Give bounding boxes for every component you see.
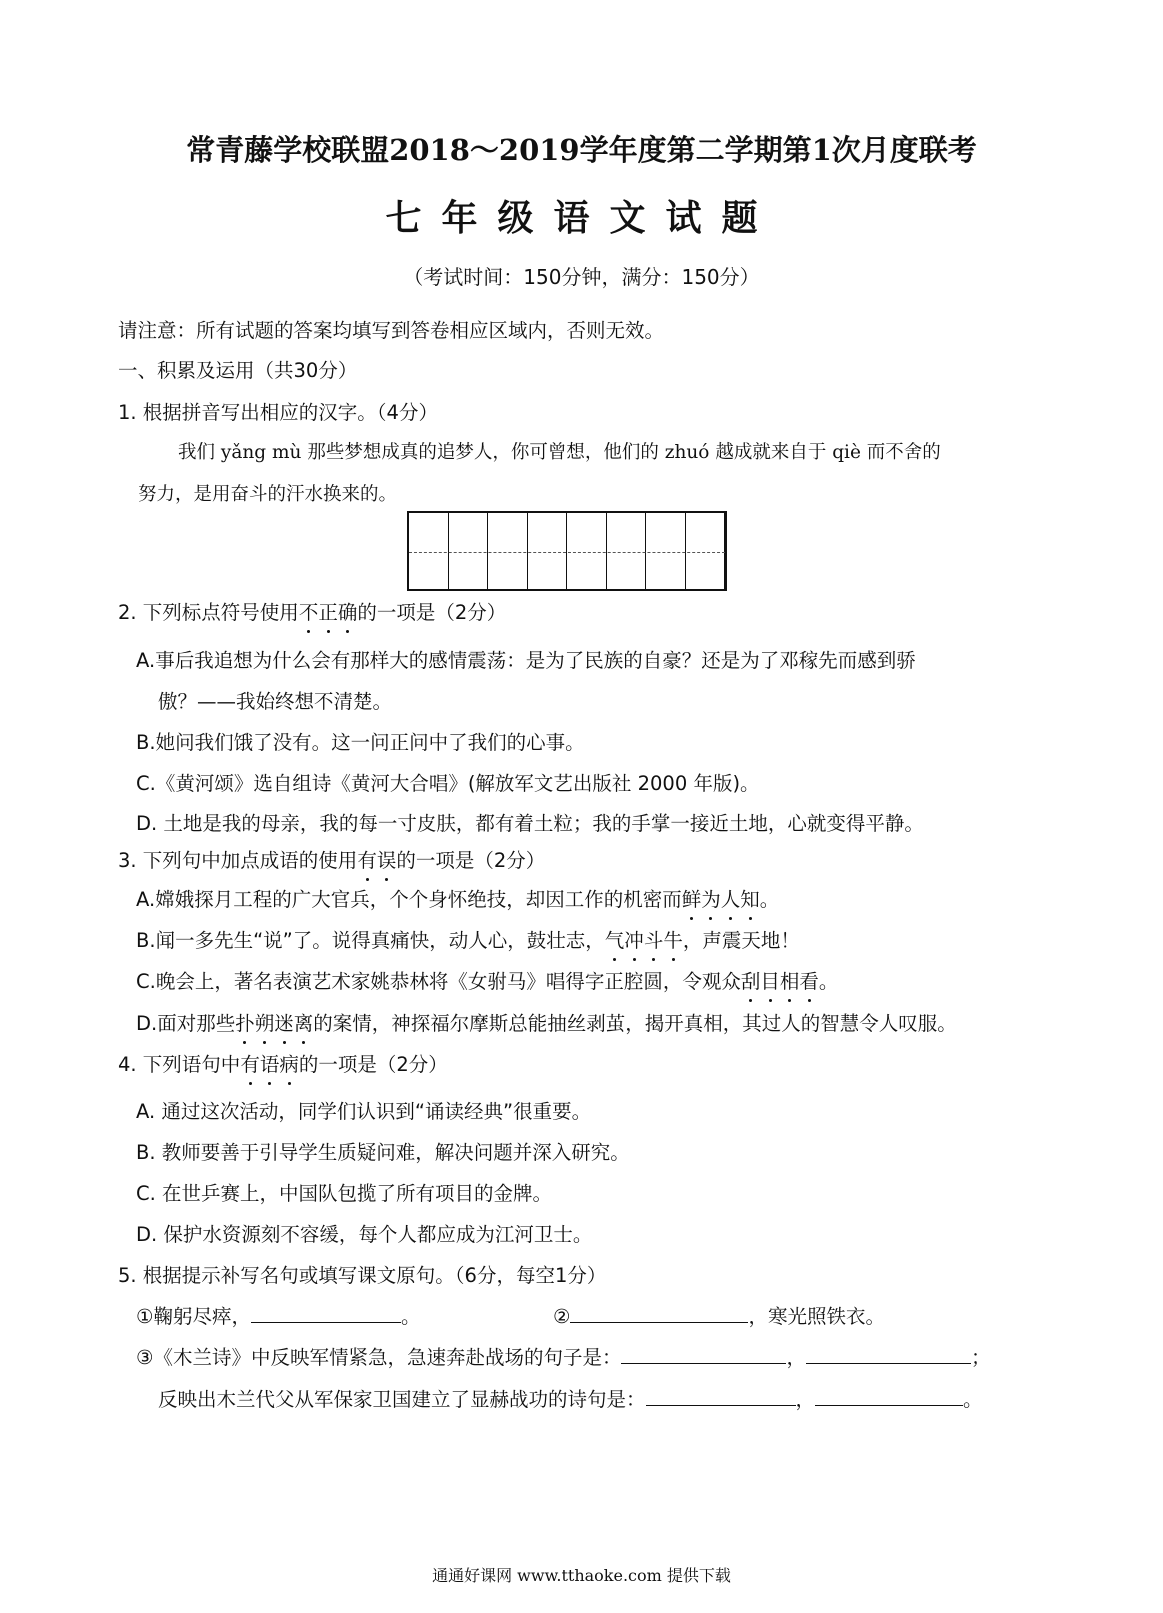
emphasis-char: 为 [701, 884, 721, 912]
q5-item1-text: ①鞠躬尽瘁， [136, 1305, 251, 1328]
q2-option-a-line1: A.事后我追想为什么会有那样大的感情震荡：是为了民族的自豪？还是为了邓稼先而感到骄 [136, 649, 916, 672]
q2-option-c: C.《黄河颂》选自组诗《黄河大合唱》(解放军文艺出版社 2000 年版)。 [136, 772, 760, 795]
q3-option-c-end: 。 [818, 970, 839, 993]
q3-option-d-end: 的案情，神探福尔摩斯总能抽丝剥茧，揭开真相，其过人的智慧令人叹服。 [313, 1012, 957, 1035]
q2-stem [118, 597, 506, 625]
emphasis-char: 牛 [663, 925, 683, 953]
q4-option-d: D. 保护水资源刻不容缓，每个人都应成为江河卫士。 [136, 1223, 593, 1246]
q5-item4-text: 反映出木兰代父从军保家卫国建立了显赫战功的诗句是： [158, 1388, 646, 1411]
q4-stem-before: 4. 下列语句中 [118, 1053, 241, 1076]
section-heading: 一、积累及运用（共30分） [118, 359, 358, 382]
emphasis-char: 斗 [644, 925, 664, 953]
q3-option-d [136, 1008, 957, 1036]
fill-blank[interactable] [621, 1345, 786, 1364]
q5-item4 [158, 1384, 983, 1412]
q2-stem-before: 2. 下列标点符号使用 [118, 601, 299, 624]
q3-stem-emphasis [357, 849, 396, 872]
q3-option-d-text: D.面对那些 [136, 1012, 236, 1035]
q1-passage-line1: 我们 yǎng mù 那些梦想成真的追梦人，你可曾想，他们的 zhuó 越成就来自于 qiè 而不舍的 [178, 442, 941, 463]
q3-stem [118, 845, 545, 873]
q2-stem-emphasis [299, 601, 358, 624]
q5-stem: 5. 根据提示补写名句或填写课文原句。（6分，每空1分） [118, 1264, 607, 1287]
q5-item2 [553, 1301, 885, 1329]
grid-midline [409, 552, 725, 553]
q3-option-a-end: 。 [759, 888, 780, 911]
q5-item2-text: ② [553, 1305, 571, 1328]
exam-info: （考试时间：150分钟，满分：150分） [403, 265, 760, 289]
q3-option-a-text: A.嫦娥探月工程的广大官兵，个个身怀绝技，却因工作的机密而 [136, 888, 682, 911]
emphasis-char: 鲜 [682, 884, 702, 912]
q3-option-a-idiom [682, 888, 760, 911]
q3-option-b-end: ，声震天地！ [682, 929, 800, 952]
q3-stem-after: 的一项是（2分） [396, 849, 546, 872]
q1-stem: 1. 根据拼音写出相应的汉字。（4分） [118, 401, 438, 424]
q1-passage-line2: 努力，是用奋斗的汗水换来的。 [138, 484, 398, 505]
q2-stem-after: 的一项是（2分） [357, 601, 507, 624]
q4-stem-after: 的一项是（2分） [298, 1053, 448, 1076]
grid-cell[interactable] [488, 513, 528, 589]
q3-option-b-idiom [605, 929, 683, 952]
notice: 请注意：所有试题的答案均填写到答卷相应区域内，否则无效。 [118, 319, 665, 342]
emphasis-char: 刮 [741, 966, 761, 994]
grid-cell[interactable] [646, 513, 686, 589]
q3-option-c-text: C.晚会上，著名表演艺术家姚恭林将《女驸马》唱得字正腔圆，令观众 [136, 970, 741, 993]
emphasis-char: 语 [260, 1049, 280, 1077]
q5-item3 [136, 1342, 991, 1370]
emphasis-char: 冲 [624, 925, 644, 953]
q2-option-a-line2: 傲？——我始终想不清楚。 [158, 690, 393, 713]
grid-cell[interactable] [528, 513, 568, 589]
emphasis-char: 相 [780, 966, 800, 994]
emphasis-char: 正 [318, 597, 338, 625]
q3-stem-before: 3. 下列句中加点成语的使用 [118, 849, 358, 872]
grid-cell[interactable] [607, 513, 647, 589]
q2-option-b: B.她问我们饿了没有。这一问正问中了我们的心事。 [136, 731, 585, 754]
q5-item1 [136, 1301, 421, 1329]
emphasis-char: 离 [294, 1008, 314, 1036]
q5-item4-end: 。 [963, 1388, 983, 1411]
emphasis-char: 迷 [274, 1008, 294, 1036]
q3-option-a [136, 884, 779, 912]
q4-stem [118, 1049, 448, 1077]
answer-grid[interactable] [407, 511, 727, 591]
fill-blank[interactable] [646, 1387, 796, 1406]
grid-cell[interactable] [449, 513, 489, 589]
fill-blank[interactable] [570, 1304, 748, 1323]
q4-stem-emphasis [240, 1053, 299, 1076]
exam-subtitle: 七年级语文试题 [385, 197, 778, 239]
q5-item3-text: ③《木兰诗》中反映军情紧急，急速奔赴战场的句子是： [136, 1346, 622, 1369]
q3-option-d-idiom [235, 1012, 313, 1035]
q4-option-c: C. 在世乒赛上，中国队包揽了所有项目的金牌。 [136, 1182, 553, 1205]
grid-cell[interactable] [567, 513, 607, 589]
emphasis-char: 看 [799, 966, 819, 994]
emphasis-char: 人 [721, 884, 741, 912]
exam-title: 常青藤学校联盟2018～2019学年度第二学期第1次月度联考 [186, 133, 977, 167]
q4-option-a: A. 通过这次活动，同学们认识到“诵读经典”很重要。 [136, 1100, 592, 1123]
q5-item3-end: ； [971, 1346, 991, 1369]
emphasis-char: 病 [279, 1049, 299, 1077]
fill-blank[interactable] [806, 1345, 971, 1364]
emphasis-char: 目 [760, 966, 780, 994]
emphasis-char: 朔 [255, 1008, 275, 1036]
emphasis-char: 有 [357, 845, 377, 873]
q3-option-c [136, 966, 838, 994]
q5-item1-end: 。 [400, 1305, 421, 1328]
q4-option-b: B. 教师要善于引导学生质疑问难，解决问题并深入研究。 [136, 1141, 630, 1164]
q5-item2-end: ，寒光照铁衣。 [748, 1305, 885, 1328]
q3-option-c-idiom [741, 970, 819, 993]
fill-blank[interactable] [815, 1387, 963, 1406]
emphasis-char: 有 [240, 1049, 260, 1077]
grid-cell[interactable] [409, 513, 449, 589]
emphasis-char: 知 [740, 884, 760, 912]
emphasis-char: 不 [299, 597, 319, 625]
q3-option-b-text: B.闻一多先生“说”了。说得真痛快，动人心，鼓壮志， [136, 929, 605, 952]
emphasis-char: 误 [377, 845, 397, 873]
fill-blank[interactable] [251, 1304, 401, 1323]
emphasis-char: 气 [605, 925, 625, 953]
emphasis-char: 确 [338, 597, 358, 625]
footer-source: 通通好课网 www.tthaoke.com 提供下载 [432, 1566, 731, 1585]
q2-option-d: D. 土地是我的母亲，我的每一寸皮肤，都有着土粒；我的手掌一接近土地，心就变得平静。 [136, 812, 924, 835]
q5-item4-sep: ， [795, 1388, 816, 1411]
q5-item3-sep: ， [786, 1346, 806, 1369]
grid-cell[interactable] [686, 513, 726, 589]
q3-option-b [136, 925, 800, 953]
emphasis-char: 扑 [235, 1008, 255, 1036]
